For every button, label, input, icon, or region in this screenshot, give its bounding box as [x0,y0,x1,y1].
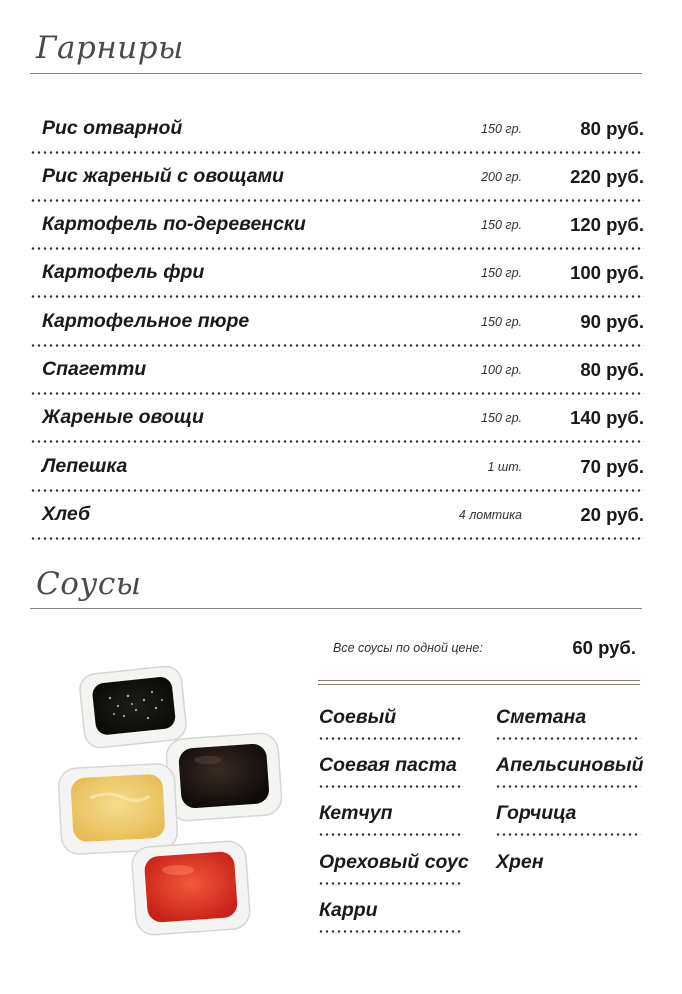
sauces-price-note: Все соусы по одной цене: [333,641,483,655]
sauce-name: Кетчуп [319,802,393,824]
sauce-item [318,887,464,935]
bowl-sesame-soy [78,665,187,749]
sauce-item [318,790,464,838]
dish-price: 90 руб. [580,311,644,332]
dotted-separator [30,392,644,395]
menu-row [30,349,644,397]
sauce-item [495,694,641,742]
dish-price: 80 руб. [580,118,644,139]
sauce-name: Карри [319,899,378,921]
dotted-separator [318,833,464,836]
dish-portion: 150 гр. [481,315,522,329]
menu-row [30,446,644,494]
dish-price: 20 руб. [580,504,644,525]
dotted-separator [318,882,464,885]
dotted-separator [30,295,644,298]
sauces-price: 60 руб. [572,637,636,658]
dotted-separator [30,489,644,492]
dish-portion: 150 гр. [481,266,522,280]
dish-name: Картофель фри [42,261,205,283]
sauce-item [495,742,644,790]
dish-name: Картофель по-деревенски [42,213,306,235]
sauce-item [495,839,641,887]
bowl-mustard [58,763,178,855]
dotted-separator [30,151,644,154]
dish-price: 80 руб. [580,359,644,380]
sauce-name: Соевая паста [319,754,457,776]
dish-name: Жареные овощи [42,406,204,428]
dish-name: Картофельное пюре [42,310,250,332]
dish-name: Рис жареный с овощами [42,165,284,187]
menu-row [30,156,644,204]
dish-portion: 1 шт. [487,460,522,474]
double-rule-top [318,680,640,681]
dish-portion: 150 гр. [481,218,522,232]
sauce-name: Сметана [496,706,587,728]
sauce-name: Соевый [319,706,397,728]
sauce-item [495,790,641,838]
sauces-photo [38,648,304,948]
garnishes-title: Гарниры [36,30,184,66]
dish-portion: 4 ломтика [458,508,522,522]
dish-price: 220 руб. [570,166,644,187]
menu-row [30,397,644,445]
sauce-name: Апельсиновый [496,754,644,776]
sauce-name: Горчица [496,802,577,824]
dish-price: 70 руб. [580,456,644,477]
dish-name: Спагетти [42,358,147,380]
dish-price: 100 руб. [570,262,644,283]
bowl-soy-paste [165,732,282,822]
menu-row [30,494,644,542]
dish-name: Рис отварной [42,117,183,139]
dotted-separator [495,785,641,788]
dish-portion: 100 гр. [481,363,522,377]
dish-price: 140 руб. [570,407,644,428]
dish-name: Хлеб [42,503,91,525]
menu-row [30,204,644,252]
dotted-separator [30,440,644,443]
dish-name: Лепешка [42,455,128,477]
bowl-ketchup [131,840,251,936]
menu-row [30,301,644,349]
sauces-title-rule [30,608,642,609]
dish-portion: 150 гр. [481,411,522,425]
dotted-separator [318,785,464,788]
double-rule-bottom [318,684,640,685]
dish-price: 120 руб. [570,214,644,235]
sauce-item [318,742,464,790]
dotted-separator [30,537,644,540]
garnishes-title-rule [30,73,642,74]
dotted-separator [30,247,644,250]
sauce-name: Хрен [496,851,544,873]
dish-portion: 200 гр. [481,170,522,184]
sauce-item [318,694,464,742]
menu-row [30,252,644,300]
sauce-item [318,839,469,887]
menu-row [30,108,644,156]
dotted-separator [495,833,641,836]
dotted-separator [318,930,464,933]
sauce-name: Ореховый соус [319,851,469,873]
dotted-separator [495,737,641,740]
dotted-separator [30,199,644,202]
dotted-separator [318,737,464,740]
sauces-title: Соусы [36,566,142,602]
dotted-separator [30,344,644,347]
dish-portion: 150 гр. [481,122,522,136]
